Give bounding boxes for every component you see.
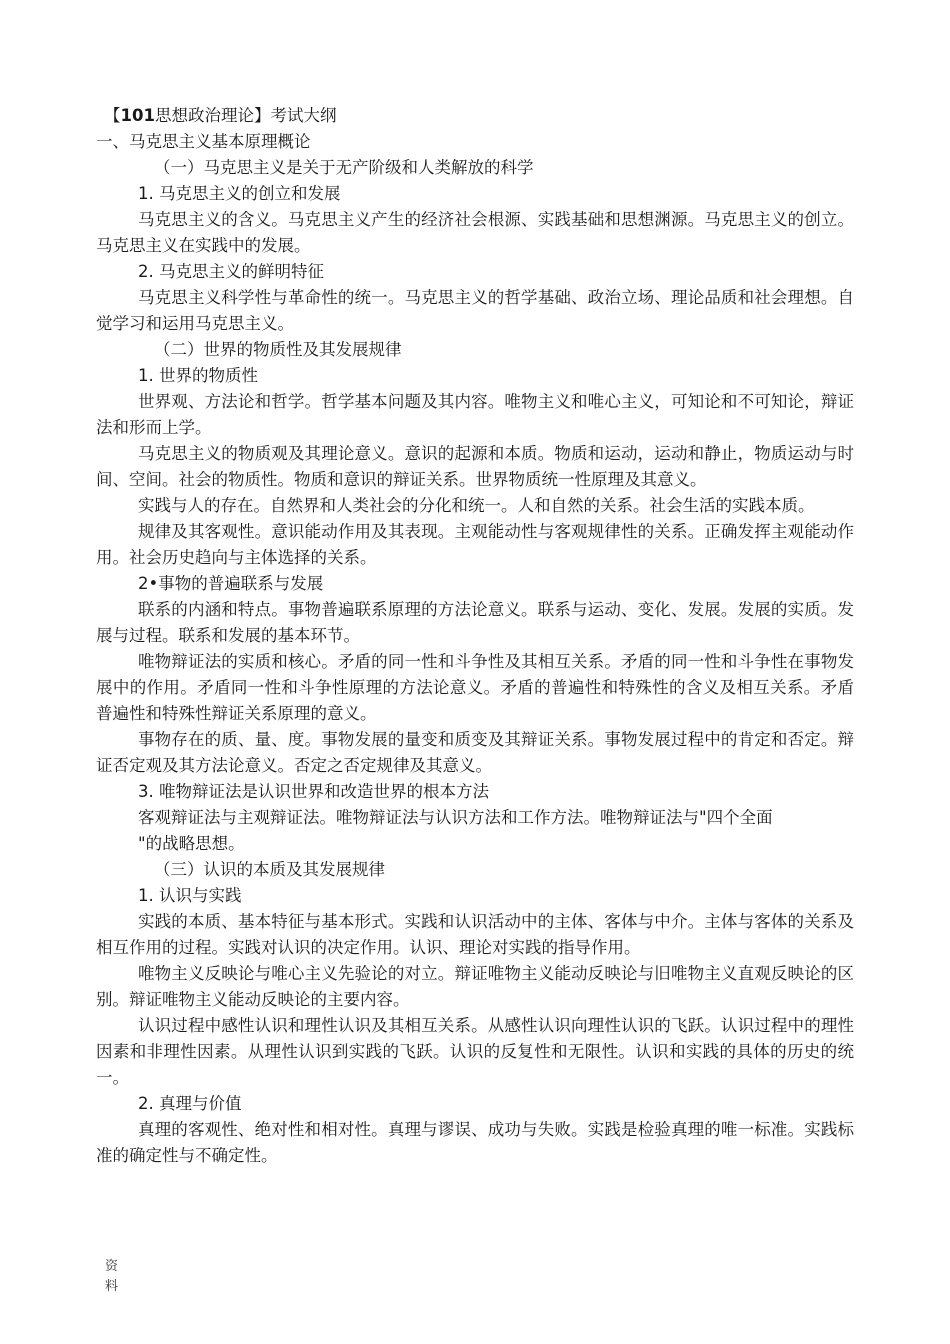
body-paragraph: 联系的内涵和特点。事物普遍联系原理的方法论意义。联系与运动、变化、发展。发展的实质。发展与过程。联系和发展的基本环节。 [96,600,854,645]
title-text: 思想政治理论】考试大纲 [154,106,337,125]
title-bracket: 【 [104,106,121,125]
item-heading: 1. 认识与实践 [138,886,242,905]
document-title [96,103,854,129]
body-paragraph: 马克思主义的含义。马克思主义产生的经济社会根源、实践基础和思想渊源。马克思主义的创立。马克思主义在实践中的发展。 [96,210,854,255]
item-heading: 3. 唯物辩证法是认识世界和改造世界的根本方法 [138,782,489,801]
body-paragraph: 唯物主义反映论与唯心主义先验论的对立。辩证唯物主义能动反映论与旧唯物主义直观反映论的区别。辩证唯物主义能动反映论的主要内容。 [96,964,854,1009]
subsection-heading: （三）认识的本质及其发展规律 [154,860,385,879]
footer-char-2: 料 [105,1279,119,1294]
title-number: 101 [120,106,155,125]
body-paragraph: 认识过程中感性认识和理性认识及其相互关系。从感性认识向理性认识的飞跃。认识过程中的理性因素和非理性因素。从理性认识到实践的飞跃。认识的反复性和无限性。认识和实践的具体的历史的统一。 [96,1016,854,1087]
item-heading: 2. 真理与价值 [138,1094,242,1113]
item-heading: 2•事物的普遍联系与发展 [138,574,324,593]
body-paragraph: 世界观、方法论和哲学。哲学基本问题及其内容。唯物主义和唯心主义，可知论和不可知论，辩证法和形而上学。 [96,392,854,437]
body-paragraph: 实践与人的存在。自然界和人类社会的分化和统一。人和自然的关系。社会生活的实践本质。 [138,496,815,515]
body-paragraph: 真理的客观性、绝对性和相对性。真理与谬误、成功与失败。实践是检验真理的唯一标准。实践标准的确定性与不确定性。 [96,1120,854,1165]
body-paragraph: 客观辩证法与主观辩证法。唯物辩证法与认识方法和工作方法。唯物辩证法与"四个全面 [138,808,773,827]
footer-watermark [105,1257,125,1297]
section-heading: 一、马克思主义基本原理概论 [96,132,311,151]
item-heading: "的战略思想。 [138,834,245,853]
item-heading: 1. 世界的物质性 [138,366,258,385]
document-body [96,103,854,1169]
body-paragraph: 实践的本质、基本特征与基本形式。实践和认识活动中的主体、客体与中介。主体与客体的关系及相互作用的过程。实践对认识的决定作用。认识、理论对实践的指导作用。 [96,912,854,957]
subsection-heading: （一）马克思主义是关于无产阶级和人类解放的科学 [154,158,534,177]
body-paragraph: 马克思主义的物质观及其理论意义。意识的起源和本质。物质和运动，运动和静止，物质运动与时间、空间。社会的物质性。物质和意识的辩证关系。世界物质统一性原理及其意义。 [96,444,854,489]
subsection-heading: （二）世界的物质性及其发展规律 [154,340,402,359]
body-paragraph: 事物存在的质、量、度。事物发展的量变和质变及其辩证关系。事物发展过程中的肯定和否定。辩证否定观及其方法论意义。否定之否定规律及其意义。 [96,730,854,775]
footer-char-1: 资 [105,1259,119,1274]
outline-lines [96,129,854,1169]
item-heading: 1. 马克思主义的创立和发展 [138,184,341,203]
body-paragraph: 规律及其客观性。意识能动作用及其表现。主观能动性与客观规律性的关系。正确发挥主观能动作用。社会历史趋向与主体选择的关系。 [96,522,854,567]
item-heading: 2. 马克思主义的鲜明特征 [138,262,324,281]
body-paragraph: 唯物辩证法的实质和核心。矛盾的同一性和斗争性及其相互关系。矛盾的同一性和斗争性在事物发展中的作用。矛盾同一性和斗争性原理的方法论意义。矛盾的普遍性和特殊性的含义及相互关系。矛盾普遍性和特殊性辩证关系原理的意义。 [96,652,854,723]
body-paragraph: 马克思主义科学性与革命性的统一。马克思主义的哲学基础、政治立场、理论品质和社会理想。自觉学习和运用马克思主义。 [96,288,854,333]
